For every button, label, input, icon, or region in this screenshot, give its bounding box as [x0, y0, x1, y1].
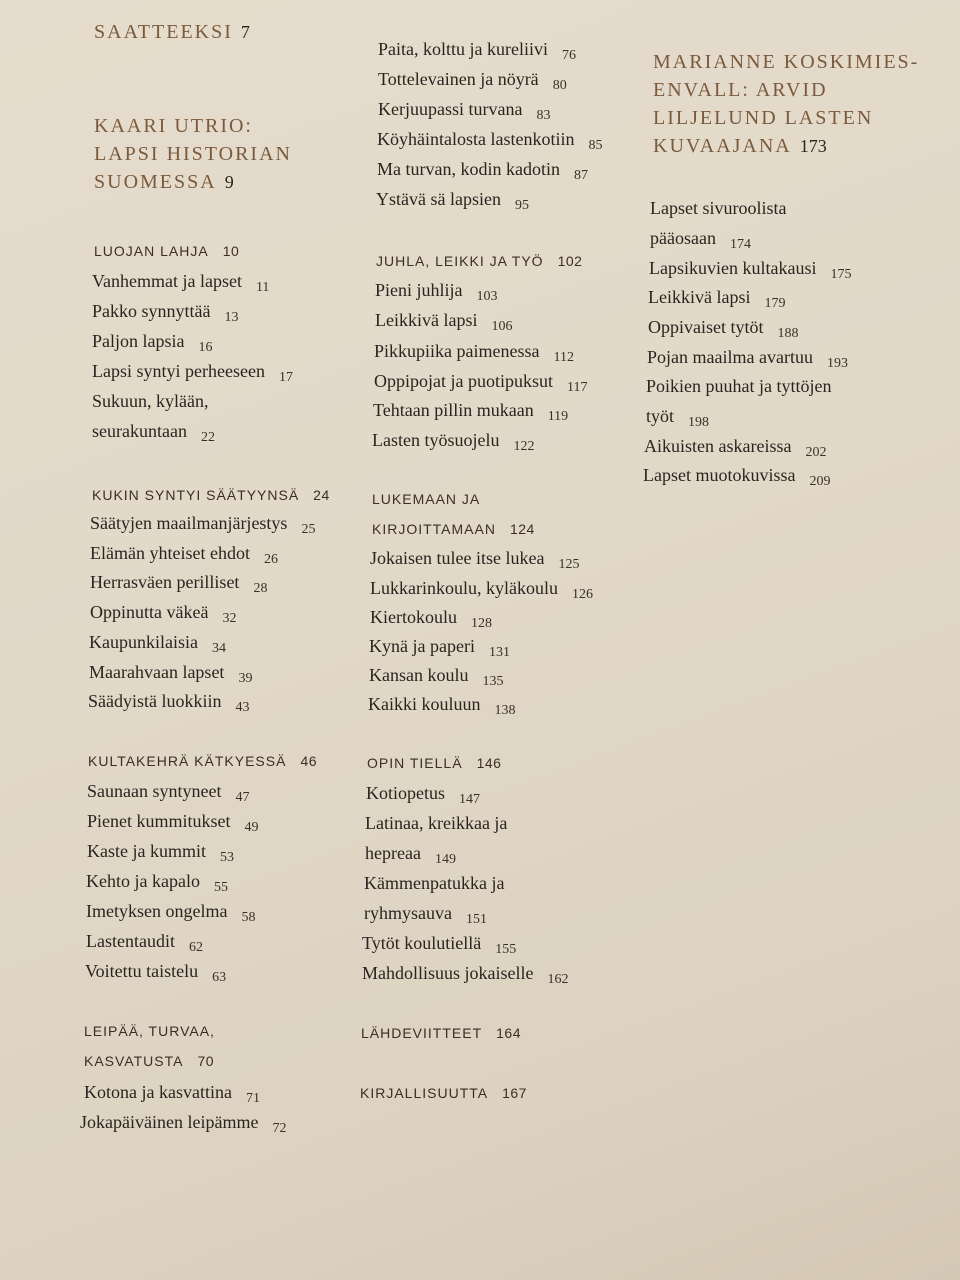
essay-title-line: LILJELUND LASTEN: [653, 107, 874, 129]
section-title: JUHLA, LEIKKI JA TYÖ: [376, 253, 544, 269]
toc-entry: [84, 1077, 260, 1110]
entry-title: Kämmenpatukka ja: [364, 873, 505, 893]
page-number: 193: [826, 356, 848, 371]
entry-title: Pieni juhlija: [375, 280, 463, 300]
page-number: 62: [188, 940, 203, 955]
entry-title: Sukuun, kylään,: [92, 391, 209, 411]
page-number: 63: [212, 970, 227, 985]
entry-title: Lapsikuvien kultakausi: [649, 258, 817, 278]
section-heading-lukemaan: [372, 484, 535, 544]
toc-entry: [365, 808, 507, 871]
section-title: KIRJOITTAMAAN: [372, 521, 496, 537]
toc-entry: [372, 425, 534, 458]
page-number: 22: [200, 430, 215, 445]
entry-title: Lapset muotokuvissa: [643, 465, 796, 485]
entry-title: Kehto ja kapalo: [86, 871, 200, 891]
toc-entry: [88, 686, 250, 719]
entry-title: Kynä ja paperi: [369, 636, 475, 656]
page-number: 126: [571, 587, 593, 602]
section-title: OPIN TIELLÄ: [367, 755, 463, 771]
page-number: 71: [245, 1091, 260, 1106]
section-title: LEIPÄÄ, TURVAA,: [84, 1023, 215, 1039]
entry-title: Vanhemmat ja lapset: [92, 271, 242, 291]
section-title: KULTAKEHRÄ KÄTKYESSÄ: [88, 753, 287, 769]
section-heading-kirjallisuutta: [360, 1078, 527, 1108]
page-number: 188: [777, 326, 799, 341]
section-title: KIRJALLISUUTTA: [360, 1085, 489, 1101]
page-number: 209: [809, 474, 831, 489]
entry-title: Lukkarinkoulu, kyläkoulu: [370, 578, 558, 598]
entry-title: Tottelevainen ja nöyrä: [378, 69, 539, 89]
entry-title: Leikkivä lapsi: [648, 287, 751, 307]
page-number: 128: [471, 616, 492, 631]
toc-entry: [378, 94, 550, 127]
page-number: 175: [830, 267, 852, 282]
toc-entry-saatteeksi: [94, 18, 250, 46]
entry-title: Latinaa, kreikkaa ja: [365, 813, 508, 833]
toc-entry: [80, 1107, 286, 1140]
page-number: 174: [729, 237, 751, 252]
entry-title: Kotona ja kasvattina: [84, 1082, 232, 1102]
page-number: 46: [300, 753, 318, 769]
essay-title-line: ENVALL: ARVID: [653, 79, 828, 101]
section-title: LUOJAN LAHJA: [94, 243, 209, 259]
page-number: 125: [558, 557, 580, 572]
toc-entry: [362, 928, 516, 961]
page-number: 85: [588, 138, 603, 153]
section-heading-lahdeviitteet: [361, 1018, 521, 1048]
page-number: 76: [561, 48, 576, 63]
toc-entry: [362, 958, 568, 991]
toc-entry: [90, 508, 315, 541]
page-number: 53: [219, 850, 234, 865]
page-number: 13: [224, 310, 239, 325]
entry-title: pääosaan: [650, 228, 716, 248]
essay-heading-utrio: [94, 112, 292, 196]
entry-title: Voitettu taistelu: [85, 961, 199, 981]
essay-title-line: KUVAAJANA: [653, 135, 792, 157]
toc-entry: [86, 896, 255, 929]
page-number: 106: [491, 319, 513, 334]
entry-title: Tytöt koulutiellä: [362, 933, 482, 953]
entry-title: Pakko synnyttää: [92, 301, 211, 321]
entry-title: hepreaa: [365, 843, 421, 863]
toc-entry: [374, 336, 574, 369]
entry-title: Maarahvaan lapset: [89, 662, 225, 682]
page-number: 49: [244, 820, 259, 835]
entry-title: Köyhäintalosta lastenkotiin: [377, 129, 575, 149]
toc-entry: [368, 689, 516, 722]
entry-title: Oppipojat ja puotipuksut: [374, 371, 553, 391]
page-number: 131: [488, 645, 510, 660]
page-number: 146: [476, 755, 502, 771]
toc-entry: [92, 356, 293, 389]
page-number: 72: [272, 1121, 287, 1136]
entry-title: Kotiopetus: [366, 783, 445, 803]
page-number: 103: [476, 289, 498, 304]
entry-title: Herrasväen perilliset: [90, 572, 240, 592]
entry-title: ryhmysauva: [364, 903, 452, 923]
toc-entry: [378, 34, 576, 67]
essay-title-line: KAARI UTRIO:: [94, 115, 253, 137]
page-number: 39: [238, 671, 253, 686]
essay-title-line: SUOMESSA: [94, 171, 217, 193]
page-number: 70: [197, 1053, 215, 1069]
page-number: 83: [536, 108, 551, 123]
page-number: 10: [222, 243, 240, 259]
entry-title: Lastentaudit: [86, 931, 175, 951]
toc-entry: [646, 371, 831, 434]
entry-title: Paljon lapsia: [92, 331, 185, 351]
page-number: 80: [552, 78, 567, 93]
entry-title: Imetyksen ongelma: [86, 901, 228, 921]
entry-title: Kiertokoulu: [370, 607, 457, 627]
entry-title: Poikien puuhat ja tyttöjen: [646, 376, 832, 396]
entry-title: Pikkupiika paimenessa: [374, 341, 540, 361]
entry-title: Säädyistä luokkiin: [88, 691, 222, 711]
page-number: 25: [301, 522, 316, 537]
toc-entry: [376, 184, 529, 217]
toc-entry: [89, 627, 226, 660]
page-number: 124: [509, 521, 535, 537]
page-number: 28: [253, 581, 268, 596]
toc-entry: [648, 282, 785, 315]
section-title: LUKEMAAN JA: [372, 491, 481, 507]
toc-entry: [87, 776, 249, 809]
page-number: 43: [235, 700, 250, 715]
toc-entry: [86, 926, 203, 959]
page-number: 16: [198, 340, 213, 355]
entry-title: Kaikki kouluun: [368, 694, 481, 714]
page-number: 87: [573, 168, 588, 183]
entry-title: Ystävä sä lapsien: [376, 189, 501, 209]
toc-entry: [377, 124, 602, 157]
page-number: 135: [482, 674, 504, 689]
entry-title: Jokaisen tulee itse lukea: [370, 548, 545, 568]
section-title: LÄHDEVIITTEET: [361, 1025, 483, 1041]
page-number: 95: [514, 198, 529, 213]
entry-title: Mahdollisuus jokaiselle: [362, 963, 534, 983]
essay-title-line: MARIANNE KOSKIMIES-: [653, 51, 920, 73]
entry-title: Kaupunkilaisia: [89, 632, 198, 652]
toc-entry: [92, 296, 239, 329]
toc-entry: [85, 956, 226, 989]
toc-entry: [92, 266, 269, 299]
section-heading-juhla-leikki: [376, 246, 582, 276]
page-number: 55: [213, 880, 228, 895]
entry-title: Lapset sivuroolista: [650, 198, 787, 218]
toc-entry: [364, 868, 504, 931]
page-number: 167: [502, 1085, 527, 1101]
entry-title: Kansan koulu: [369, 665, 469, 685]
section-heading-leipaa-turvaa: [84, 1016, 215, 1076]
entry-title: Leikkivä lapsi: [375, 310, 478, 330]
page-number: 122: [513, 439, 535, 454]
entry-title: Jokapäiväinen leipämme: [80, 1112, 259, 1132]
page-number: 149: [434, 852, 456, 867]
section-title: KUKIN SYNTYI SÄÄTYYNSÄ: [92, 487, 300, 503]
entry-title: Aikuisten askareissa: [644, 436, 792, 456]
page-number: 32: [222, 611, 237, 626]
toc-entry: [87, 836, 234, 869]
essay-title-line: LAPSI HISTORIAN: [94, 143, 292, 165]
toc-entry: [375, 305, 512, 338]
page-number: 162: [547, 972, 569, 987]
page-number: 17: [278, 370, 293, 385]
page-number: 26: [263, 552, 278, 567]
essay-heading-koskimies-envall: [653, 48, 919, 160]
toc-entry: [90, 567, 267, 600]
section-heading-opin-tiella: [367, 748, 501, 778]
toc-entry: [375, 275, 498, 308]
page-number: 112: [553, 350, 574, 365]
toc-entry: [648, 312, 799, 345]
page-number: 202: [805, 445, 827, 460]
toc-entry: [92, 326, 213, 359]
page-number: 9: [224, 172, 234, 192]
toc-entry: [643, 460, 830, 493]
page-number: 58: [241, 910, 256, 925]
toc-entry: [373, 395, 568, 428]
page-number: 102: [557, 253, 583, 269]
entry-title: Lasten työsuojelu: [372, 430, 500, 450]
entry-title: Ma turvan, kodin kadotin: [377, 159, 560, 179]
toc-entry: [370, 543, 579, 576]
entry-title: Pojan maailma avartuu: [647, 347, 813, 367]
page-number: 34: [211, 641, 226, 656]
page-number: 47: [235, 790, 250, 805]
page-number: 173: [799, 136, 827, 156]
toc-entry: [650, 193, 786, 256]
section-heading-kultakehra: [88, 746, 317, 776]
entry-title: seurakuntaan: [92, 421, 187, 441]
section-heading-luojan-lahja: [94, 236, 239, 266]
entry-title: Lapsi syntyi perheeseen: [92, 361, 265, 381]
entry-title: Oppivaiset tytöt: [648, 317, 764, 337]
entry-title: Kaste ja kummit: [87, 841, 206, 861]
page-number: 11: [255, 280, 270, 295]
entry-title: Säätyjen maailmanjärjestys: [90, 513, 288, 533]
toc-entry: [86, 866, 228, 899]
page-number: 179: [764, 296, 786, 311]
page-number: 147: [459, 792, 480, 807]
page-number: 164: [496, 1025, 521, 1041]
toc-entry: [366, 778, 480, 811]
toc-title: SAATTEEKSI: [94, 21, 233, 43]
page-number: 151: [465, 912, 487, 927]
entry-title: työt: [646, 406, 675, 426]
entry-title: Oppinutta väkeä: [90, 602, 209, 622]
entry-title: Pienet kummitukset: [87, 811, 231, 831]
toc-entry: [87, 806, 259, 839]
toc-entry: [90, 597, 236, 630]
section-heading-kukin-syntyi: [92, 480, 330, 510]
page-number: 117: [567, 380, 588, 395]
page-number: 155: [495, 942, 517, 957]
section-title: KASVATUSTA: [84, 1053, 184, 1069]
page-number: 198: [688, 415, 710, 430]
toc-entry: [378, 64, 567, 97]
entry-title: Elämän yhteiset ehdot: [90, 543, 250, 563]
page-number: 138: [494, 703, 516, 718]
page-number: 7: [240, 22, 250, 42]
entry-title: Tehtaan pillin mukaan: [373, 400, 534, 420]
page-number: 119: [547, 409, 569, 424]
toc-entry: [377, 154, 588, 187]
entry-title: Paita, kolttu ja kureliivi: [378, 39, 548, 59]
entry-title: Kerjuupassi turvana: [378, 99, 523, 119]
entry-title: Saunaan syntyneet: [87, 781, 222, 801]
page-number: 24: [313, 487, 330, 503]
toc-entry: [92, 386, 215, 449]
